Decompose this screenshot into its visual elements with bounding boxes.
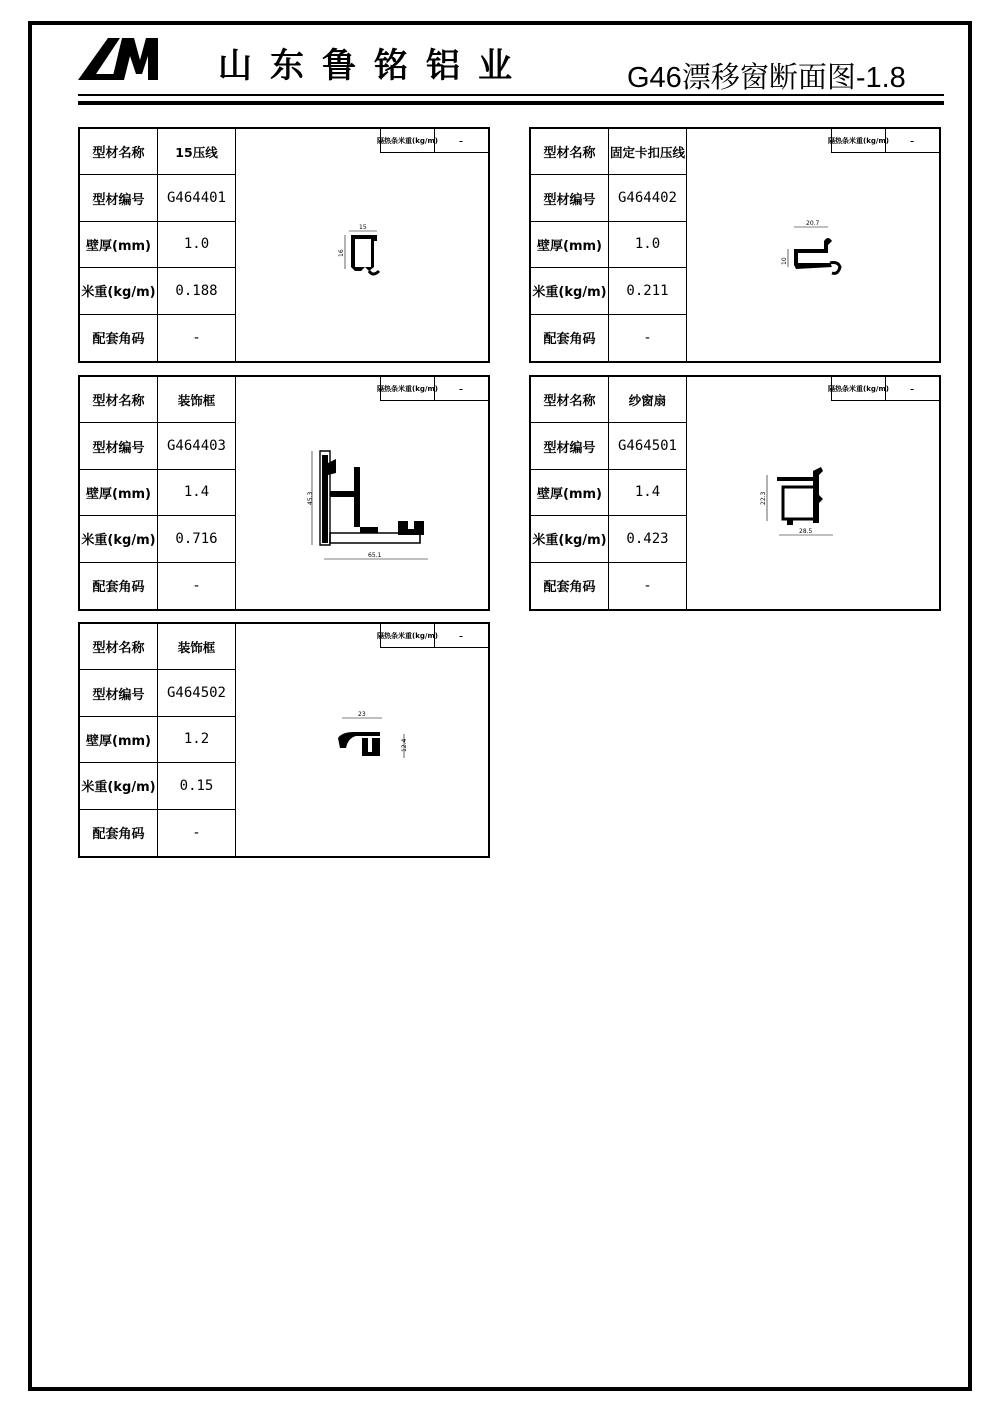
value-corner: - (158, 810, 236, 856)
label-weight: 米重(kg/m) (531, 516, 609, 561)
company-name: 山东鲁铭铝业 (218, 46, 530, 86)
label-corner: 配套角码 (80, 810, 158, 856)
dim-width: 23 (358, 711, 366, 718)
profile-drawing (302, 443, 442, 567)
dim-height: 12.4 (401, 738, 408, 752)
label-thickness: 壁厚(mm) (80, 470, 158, 515)
label-weight: 米重(kg/m) (80, 763, 158, 808)
value-name: 15压线 (158, 129, 236, 174)
row-thickness (80, 222, 236, 268)
value-corner: - (609, 563, 687, 609)
weight-header (828, 377, 939, 401)
label-weight: 米重(kg/m) (80, 516, 158, 561)
row-thickness (80, 470, 236, 516)
value-name: 纱窗扇 (609, 377, 687, 422)
title-rule-thick (78, 101, 944, 105)
weight-header-value: - (909, 133, 915, 148)
label-name: 型材名称 (531, 129, 609, 174)
spec-table (531, 129, 687, 361)
label-code: 型材编号 (531, 423, 609, 468)
value-thickness: 1.2 (158, 717, 236, 762)
weight-header-label: 隔热条米重(kg/m) (832, 377, 886, 400)
document-title: G46漂移窗断面图-1.8 (627, 62, 906, 94)
weight-header-label: 隔热条米重(kg/m) (381, 377, 435, 400)
row-thickness (531, 222, 687, 268)
dim-height: 10 (781, 257, 788, 265)
row-weight (80, 763, 236, 809)
profile-drawing (757, 465, 841, 545)
value-thickness: 1.0 (158, 222, 236, 267)
dim-height: 16 (338, 249, 345, 257)
label-corner: 配套角码 (531, 563, 609, 609)
label-thickness: 壁厚(mm) (531, 222, 609, 267)
value-corner: - (158, 563, 236, 609)
row-corner (80, 315, 236, 361)
value-weight: 0.188 (158, 268, 236, 313)
value-code: G464502 (158, 670, 236, 715)
row-weight (531, 516, 687, 562)
row-thickness (80, 717, 236, 763)
label-thickness: 壁厚(mm) (80, 222, 158, 267)
spec-table (80, 624, 236, 856)
label-thickness: 壁厚(mm) (531, 470, 609, 515)
value-code: G464402 (609, 175, 687, 220)
value-weight: 0.716 (158, 516, 236, 561)
company-logo (78, 34, 160, 82)
profile-drawing (335, 221, 395, 283)
label-corner: 配套角码 (531, 315, 609, 361)
dim-width: 20.7 (806, 220, 820, 227)
spec-table (80, 377, 236, 609)
label-corner: 配套角码 (80, 315, 158, 361)
dim-height: 45.3 (307, 491, 314, 505)
weight-header-value: - (458, 381, 464, 396)
profile-drawing (776, 215, 856, 281)
row-corner (80, 810, 236, 856)
label-thickness: 壁厚(mm) (80, 717, 158, 762)
value-weight: 0.211 (609, 268, 687, 313)
row-name (531, 129, 687, 175)
value-code: G464403 (158, 423, 236, 468)
value-thickness: 1.4 (609, 470, 687, 515)
value-weight: 0.15 (158, 763, 236, 808)
label-weight: 米重(kg/m) (531, 268, 609, 313)
dim-width: 15 (359, 224, 367, 231)
row-name (531, 377, 687, 423)
row-corner (531, 563, 687, 609)
row-name (80, 624, 236, 670)
row-code (531, 175, 687, 221)
label-code: 型材编号 (80, 423, 158, 468)
dim-width: 65.1 (368, 552, 382, 559)
weight-header (377, 624, 488, 648)
dim-height: 22.3 (760, 491, 767, 505)
label-weight: 米重(kg/m) (80, 268, 158, 313)
profile-card (529, 375, 941, 611)
weight-header-value: - (909, 381, 915, 396)
row-code (80, 670, 236, 716)
weight-header-value: - (458, 133, 464, 148)
label-code: 型材编号 (531, 175, 609, 220)
label-name: 型材名称 (80, 377, 158, 422)
row-thickness (531, 470, 687, 516)
value-code: G464401 (158, 175, 236, 220)
weight-header (828, 129, 939, 153)
dim-width: 28.5 (799, 528, 813, 535)
profile-drawing (332, 708, 412, 774)
row-corner (531, 315, 687, 361)
weight-header-label: 隔热条米重(kg/m) (832, 129, 886, 152)
label-name: 型材名称 (80, 129, 158, 174)
weight-header-label: 隔热条米重(kg/m) (381, 624, 435, 647)
profile-card (78, 127, 490, 363)
value-name: 固定卡扣压线 (609, 129, 687, 174)
row-weight (80, 516, 236, 562)
value-thickness: 1.4 (158, 470, 236, 515)
row-weight (80, 268, 236, 314)
row-code (80, 423, 236, 469)
value-corner: - (158, 315, 236, 361)
label-corner: 配套角码 (80, 563, 158, 609)
weight-header-label: 隔热条米重(kg/m) (381, 129, 435, 152)
row-weight (531, 268, 687, 314)
value-thickness: 1.0 (609, 222, 687, 267)
label-code: 型材编号 (80, 175, 158, 220)
weight-header (377, 129, 488, 153)
profile-card (78, 622, 490, 858)
label-name: 型材名称 (80, 624, 158, 669)
label-name: 型材名称 (531, 377, 609, 422)
row-code (531, 423, 687, 469)
row-corner (80, 563, 236, 609)
row-code (80, 175, 236, 221)
value-code: G464501 (609, 423, 687, 468)
row-name (80, 129, 236, 175)
row-name (80, 377, 236, 423)
value-name: 装饰框 (158, 624, 236, 669)
value-name: 装饰框 (158, 377, 236, 422)
spec-table (531, 377, 687, 609)
value-corner: - (609, 315, 687, 361)
profile-card (78, 375, 490, 611)
label-code: 型材编号 (80, 670, 158, 715)
spec-table (80, 129, 236, 361)
profile-card (529, 127, 941, 363)
title-rule-thin (78, 94, 944, 96)
weight-header (377, 377, 488, 401)
weight-header-value: - (458, 628, 464, 643)
value-weight: 0.423 (609, 516, 687, 561)
